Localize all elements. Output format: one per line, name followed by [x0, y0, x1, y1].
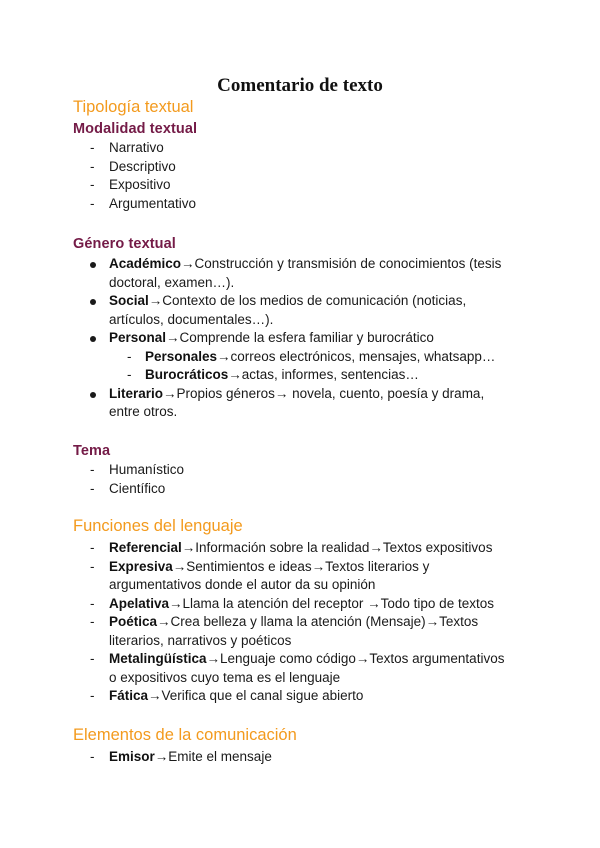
term: Metalingüística — [109, 651, 207, 666]
list-item — [109, 348, 505, 367]
term: Fática — [109, 688, 149, 703]
description: →Crea belleza y llama la atención (Mensaje)→Textos literarios, narrativos y poéticos — [109, 614, 479, 648]
list-item — [0, 292, 600, 329]
term: Referencial — [109, 540, 182, 555]
term: Burocráticos — [145, 367, 229, 382]
description: →Lenguaje como código→Textos argumentativos o expositivos cuyo tema es el lenguaje — [109, 651, 505, 685]
list-item — [109, 366, 505, 385]
term: Personales — [145, 348, 218, 364]
description: →Contexto de los medios de comunicación (noticias, artículos, documentales…). — [109, 293, 467, 327]
description: →Verifica que el canal sigue abierto — [148, 688, 364, 703]
genero-list — [0, 255, 600, 422]
section-heading-elementos: Elementos de la comunicación — [73, 726, 297, 744]
list-item — [0, 650, 505, 687]
description: →Sentimientos e ideas→Textos literarios y argumentativos donde el autor da su opinión — [109, 558, 430, 592]
term: Emisor — [109, 749, 155, 764]
page-title: Comentario de texto — [217, 75, 383, 96]
section-heading-tipologia: Tipología textual — [73, 98, 194, 116]
subheading-tema: Tema — [73, 443, 111, 459]
term: Poética — [109, 614, 158, 629]
description: →correos electrónicos, mensajes, whatsapp… — [217, 348, 496, 364]
list-item — [0, 687, 505, 706]
tema-list — [0, 461, 600, 498]
list-item: - Argumentativo — [0, 195, 600, 214]
list-item — [0, 329, 600, 385]
description: →actas, informes, sentencias… — [228, 367, 419, 382]
funciones-list — [0, 539, 600, 706]
list-item — [0, 255, 600, 292]
description: →Comprende la esfera familiar y burocrático — [166, 330, 434, 345]
list-item: - Científico — [0, 480, 600, 499]
list-item: - Expositivo — [0, 176, 600, 195]
term: Académico — [109, 256, 182, 271]
subheading-genero: Género textual — [73, 236, 176, 252]
list-item — [0, 539, 505, 558]
subheading-modalidad: Modalidad textual — [73, 121, 198, 137]
personal-sublist — [109, 348, 505, 385]
term: Literario — [109, 385, 164, 401]
description: →Propios géneros→ novela, cuento, poesía y drama, entre otros. — [109, 385, 485, 419]
list-item — [0, 613, 505, 650]
description: →Información sobre la realidad→Textos expositivos — [181, 540, 493, 555]
list-item — [0, 558, 505, 595]
term: Expresiva — [109, 558, 173, 574]
description: →Construcción y transmisión de conocimientos (tesis doctoral, examen…). — [109, 256, 502, 290]
list-item: - Narrativo — [0, 139, 600, 158]
list-item: - Humanístico — [0, 461, 600, 480]
description: →Emite el mensaje — [154, 749, 272, 764]
list-item — [0, 385, 600, 422]
list-item — [0, 595, 505, 614]
term: Personal — [109, 330, 167, 345]
description: →Llama la atención del receptor →Todo tipo de textos — [169, 595, 494, 611]
elementos-list — [0, 748, 600, 767]
list-item: - Descriptivo — [0, 158, 600, 177]
modalidad-list — [0, 139, 600, 213]
term: Social — [109, 293, 149, 308]
list-item — [0, 748, 600, 767]
section-heading-funciones: Funciones del lenguaje — [73, 517, 243, 535]
term: Apelativa — [109, 595, 170, 611]
